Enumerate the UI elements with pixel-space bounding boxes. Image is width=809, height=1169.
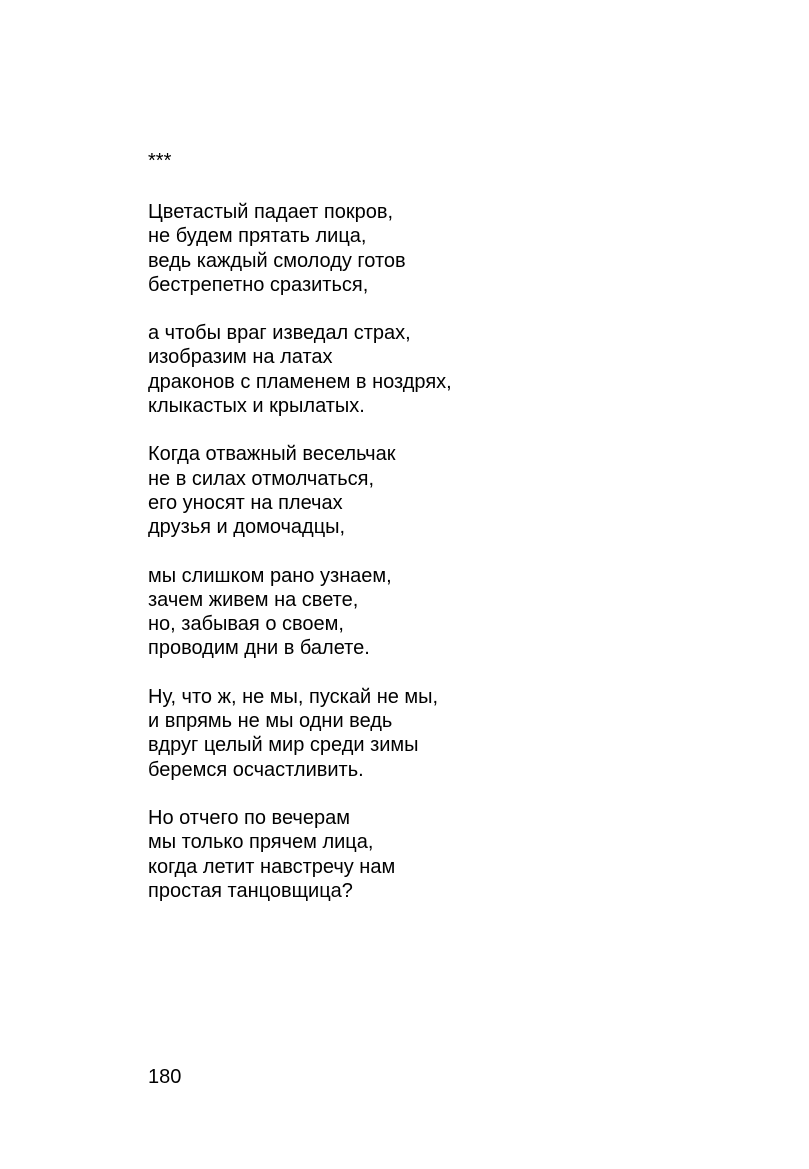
poem-line: Ну, что ж, не мы, пускай не мы, bbox=[148, 685, 439, 708]
poem-line: не в силах отмолчаться, bbox=[148, 467, 375, 490]
stanza bbox=[148, 806, 748, 903]
poem-body bbox=[148, 200, 748, 927]
poem-line: клыкастых и крылатых. bbox=[148, 395, 365, 418]
poem-line: простая танцовщица? bbox=[148, 879, 353, 902]
poem-line: когда летит навстречу нам bbox=[148, 855, 396, 878]
poem-line: Цветастый падает покров, bbox=[148, 201, 394, 223]
poem-line: а чтобы враг изведал страх, bbox=[148, 322, 411, 345]
poem-line: Когда отважный весельчак bbox=[148, 443, 396, 466]
poem-line: бестрепетно сразиться, bbox=[148, 273, 369, 296]
page-number: 180 bbox=[148, 1066, 182, 1088]
stanza bbox=[148, 200, 748, 297]
stanza bbox=[148, 442, 748, 539]
poem-line: мы только прячем лица, bbox=[148, 831, 374, 854]
poem-line: его уносят на плечах bbox=[148, 491, 343, 514]
poem-line: вдруг целый мир среди зимы bbox=[148, 734, 419, 757]
poem-line: мы слишком рано узнаем, bbox=[148, 564, 392, 587]
poem-line: и впрямь не мы одни ведь bbox=[148, 710, 393, 733]
poem-line: друзья и домочадцы, bbox=[148, 516, 346, 539]
poem-line: изобразим на латах bbox=[148, 346, 333, 369]
poem-line: проводим дни в балете. bbox=[148, 637, 370, 660]
poem-line: драконов с пламенем в ноздрях, bbox=[148, 370, 452, 393]
stanza bbox=[148, 564, 748, 661]
poem-line: Но отчего по вечерам bbox=[148, 806, 350, 829]
poem-line: беремся осчастливить. bbox=[148, 758, 364, 781]
poem-line: не будем прятать лица, bbox=[148, 225, 367, 248]
poem-line: зачем живем на свете, bbox=[148, 588, 359, 611]
stanza bbox=[148, 321, 748, 418]
stanza bbox=[148, 685, 748, 782]
poem-line: но, забывая о своем, bbox=[148, 613, 344, 636]
poem-separator: *** bbox=[148, 150, 172, 172]
poem-line: ведь каждый смолоду готов bbox=[148, 249, 406, 272]
